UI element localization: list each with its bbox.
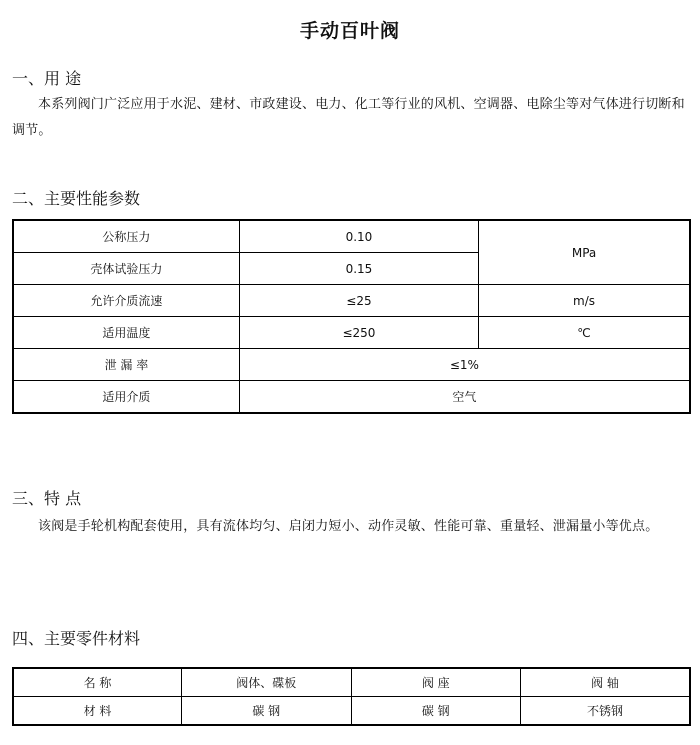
table-cell: 公称压力 [13, 220, 239, 253]
table-cell: 0.10 [239, 220, 478, 253]
table-cell: 阀 轴 [520, 668, 690, 697]
section-heading-features: 三、特 点 [12, 489, 82, 508]
section-heading-performance: 二、主要性能参数 [12, 189, 141, 208]
table-row [13, 668, 690, 697]
usage-paragraph: 本系列阀门广泛应用于水泥、建材、市政建设、电力、化工等行业的风机、空调器、电除尘等对气体进行切断和调节。 [12, 97, 685, 138]
table-cell: ≤250 [239, 317, 478, 349]
table-row [13, 317, 690, 349]
features-paragraph: 该阀是手轮机构配套使用，具有流体均匀、启闭力短小、动作灵敏、性能可靠、重量轻、泄漏量小等优点。 [38, 519, 659, 534]
table-row [13, 220, 690, 253]
table-cell: 空气 [239, 381, 690, 414]
table-cell: ℃ [479, 317, 690, 349]
table-row [13, 381, 690, 414]
table-cell: 阀 座 [351, 668, 520, 697]
table-cell: 允许介质流速 [13, 285, 239, 317]
materials-table [12, 667, 691, 726]
section-heading-usage: 一、用 途 [12, 69, 82, 88]
table-cell: 不锈钢 [520, 697, 690, 726]
table-cell: MPa [479, 220, 690, 285]
table-cell: 壳体试验压力 [13, 253, 239, 285]
table-cell: 名 称 [13, 668, 181, 697]
table-cell: m/s [479, 285, 690, 317]
table-cell: 适用温度 [13, 317, 239, 349]
performance-table [12, 219, 691, 414]
table-cell: 材 料 [13, 697, 181, 726]
table-row [13, 349, 690, 381]
table-cell: 泄 漏 率 [13, 349, 239, 381]
table-cell: 碳 钢 [351, 697, 520, 726]
section-heading-materials: 四、主要零件材料 [12, 629, 141, 648]
table-row [13, 285, 690, 317]
table-cell: ≤25 [239, 285, 478, 317]
table-cell: 阀体、碟板 [181, 668, 351, 697]
table-cell: ≤1% [239, 349, 690, 381]
table-row [13, 697, 690, 726]
table-cell: 0.15 [239, 253, 478, 285]
table-cell: 碳 钢 [181, 697, 351, 726]
table-cell: 适用介质 [13, 381, 239, 414]
page-title: 手动百叶阀 [299, 20, 400, 42]
